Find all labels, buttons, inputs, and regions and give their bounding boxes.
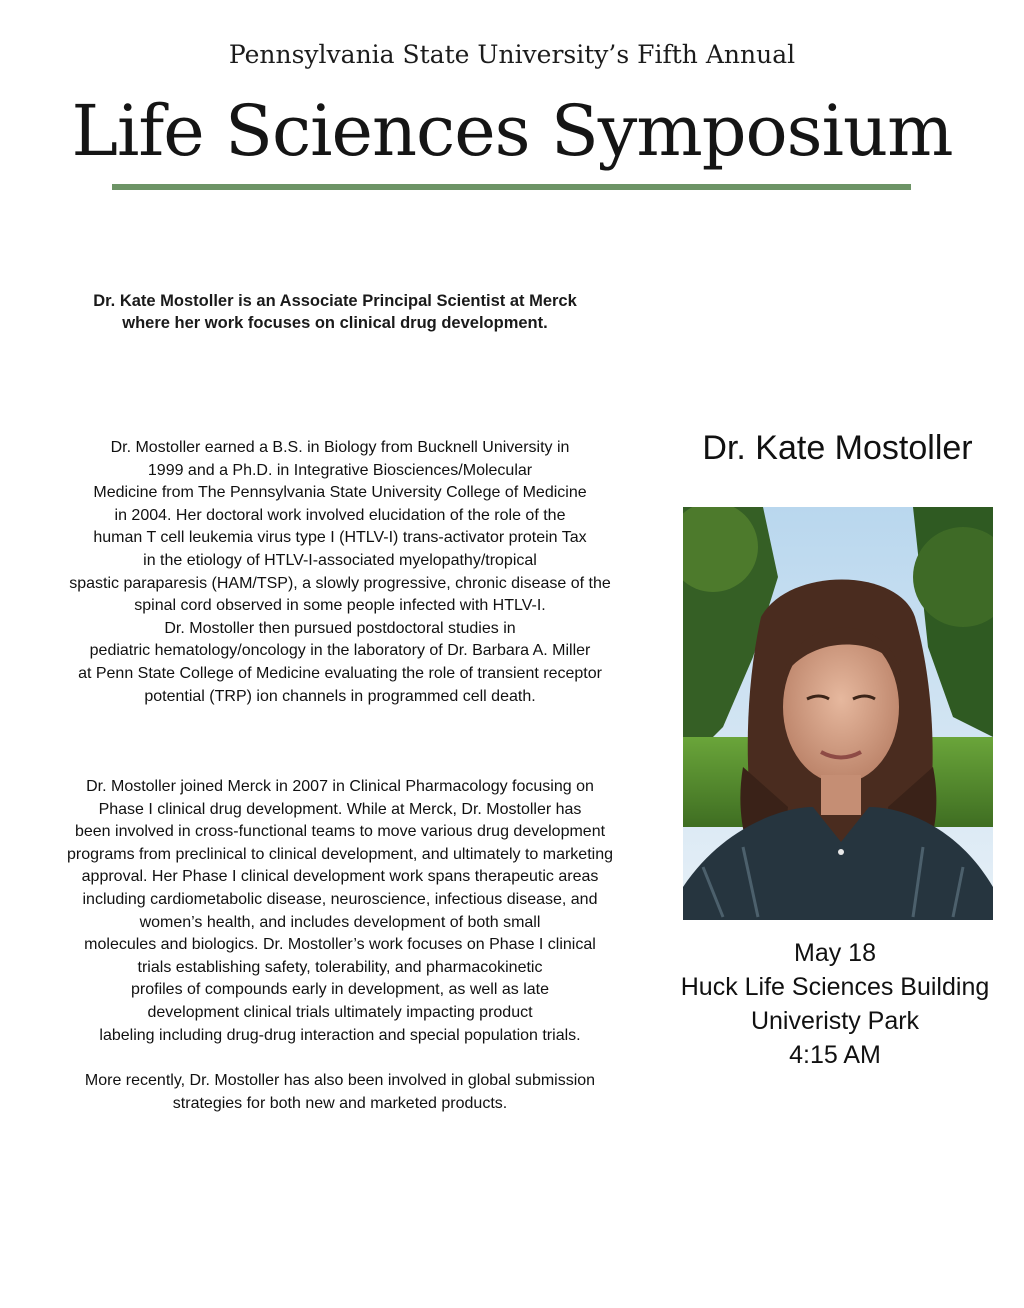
bio-line: pediatric hematology/oncology in the laboratory of Dr. Barbara A. Miller — [89, 642, 591, 660]
bio-line: spinal cord observed in some people infected with HTLV-I. — [134, 597, 546, 615]
page-title: Life Sciences Symposium — [71, 90, 953, 172]
bio-line: molecules and biologics. Dr. Mostoller’s work focuses on Phase I clinical — [84, 936, 596, 954]
bio-line: in the etiology of HTLV-I-associated myelopathy/tropical — [143, 551, 537, 569]
bio-line: More recently, Dr. Mostoller has also been involved in global submission — [84, 1072, 596, 1089]
bio-line: Dr. Mostoller joined Merck in 2007 in Clinical Pharmacology focusing on — [86, 778, 594, 795]
event-time: 4:15 AM — [789, 1041, 881, 1069]
bio-line: women’s health, and includes development of both small — [139, 913, 541, 931]
bio-line: Phase I clinical drug development. While at Merck, Dr. Mostoller has — [98, 800, 582, 818]
intro-line: Dr. Kate Mostoller is an Associate Principal Scientist at Merck — [93, 292, 577, 310]
bio-line: programs from preclinical to clinical development, and ultimately to marketing — [66, 845, 613, 863]
bio-paragraph-education — [10, 437, 670, 708]
event-campus: Univeristy Park — [750, 1007, 920, 1035]
bio-line: spastic paraparesis (HAM/TSP), a slowly progressive, chronic disease of the — [69, 574, 611, 592]
intro-summary — [20, 290, 650, 334]
speaker-name: Dr. Kate Mostoller — [702, 429, 973, 467]
bio-line: profiles of compounds early in development, as well as late — [131, 981, 549, 999]
bio-line: Medicine from The Pennsylvania State University College of Medicine — [93, 484, 587, 502]
bio-line: approval. Her Phase I clinical development work spans therapeutic areas — [81, 868, 599, 886]
title-divider — [112, 184, 911, 190]
speaker-photo — [683, 507, 993, 920]
bio-line: trials establishing safety, tolerability, and pharmacokinetic — [137, 958, 543, 976]
bio-paragraph-merck — [10, 776, 670, 1047]
bio-line: in 2004. Her doctoral work involved elucidation of the role of the — [114, 506, 566, 524]
bio-line: been involved in cross-functional teams to move various drug development — [74, 823, 606, 841]
bio-paragraph-recent — [10, 1070, 670, 1115]
event-series-kicker: Pennsylvania State University’s Fifth Annual — [228, 40, 796, 69]
event-details — [650, 936, 1020, 1072]
bio-line: at Penn State College of Medicine evaluating the role of transient receptor — [78, 664, 602, 682]
bio-line: Dr. Mostoller earned a B.S. in Biology from Bucknell University in — [110, 439, 570, 456]
bio-line: labeling including drug-drug interaction and special population trials. — [99, 1026, 581, 1044]
bio-line: 1999 and a Ph.D. in Integrative Biosciences/Molecular — [147, 461, 533, 479]
intro-line: where her work focuses on clinical drug development. — [122, 314, 548, 332]
bio-line: including cardiometabolic disease, neuroscience, infectious disease, and — [82, 890, 598, 908]
event-building: Huck Life Sciences Building — [680, 973, 990, 1001]
bio-line: potential (TRP) ion channels in programmed cell death. — [144, 687, 536, 705]
bio-line: human T cell leukemia virus type I (HTLV-I) trans-activator protein Tax — [93, 529, 587, 547]
event-date: May 18 — [794, 939, 876, 967]
bio-line: development clinical trials ultimately impacting product — [147, 1003, 533, 1021]
bio-line: strategies for both new and marketed products. — [172, 1094, 508, 1112]
bio-line: Dr. Mostoller then pursued postdoctoral studies in — [164, 619, 516, 637]
